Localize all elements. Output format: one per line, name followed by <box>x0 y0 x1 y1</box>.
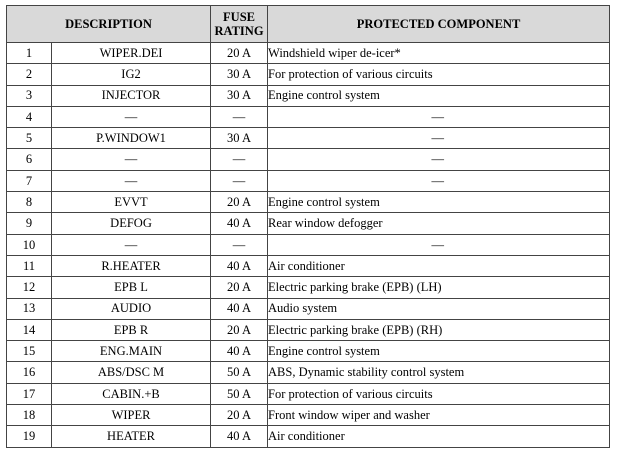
fuse-rating-cell: 40 A <box>211 213 268 234</box>
protected-component-cell: Electric parking brake (EPB) (RH) <box>268 319 610 340</box>
protected-component-cell: Air conditioner <box>268 255 610 276</box>
protected-component-cell: For protection of various circuits <box>268 383 610 404</box>
fuse-number-cell: 2 <box>7 64 52 85</box>
fuse-rating-cell: — <box>211 170 268 191</box>
fuse-number-cell: 1 <box>7 43 52 64</box>
fuse-number-cell: 19 <box>7 426 52 447</box>
table-row <box>7 234 610 255</box>
protected-component-cell: Front window wiper and washer <box>268 405 610 426</box>
protected-component-cell: — <box>268 234 610 255</box>
protected-component-cell: — <box>268 128 610 149</box>
fuse-number-cell: 5 <box>7 128 52 149</box>
fuse-number-cell: 6 <box>7 149 52 170</box>
table-row <box>7 405 610 426</box>
fuse-description-cell: DEFOG <box>52 213 211 234</box>
fuse-rating-cell: 20 A <box>211 43 268 64</box>
header-row <box>7 6 610 43</box>
table-row <box>7 213 610 234</box>
table-row <box>7 170 610 191</box>
fuse-rating-cell: 40 A <box>211 255 268 276</box>
fuse-number-cell: 10 <box>7 234 52 255</box>
protected-component-cell: — <box>268 149 610 170</box>
fuse-rating-cell: 50 A <box>211 383 268 404</box>
fuse-number-cell: 18 <box>7 405 52 426</box>
fuse-number-cell: 4 <box>7 106 52 127</box>
table-row <box>7 255 610 276</box>
fuse-rating-cell: 20 A <box>211 405 268 426</box>
fuse-description-cell: ABS/DSC M <box>52 362 211 383</box>
fuse-rating-cell: 30 A <box>211 64 268 85</box>
fuse-description-cell: — <box>52 170 211 191</box>
header-description: DESCRIPTION <box>7 6 211 43</box>
table-row <box>7 319 610 340</box>
table-row <box>7 106 610 127</box>
table-row <box>7 85 610 106</box>
header-fuse-rating-line2: RATING <box>214 24 264 38</box>
fuse-number-cell: 13 <box>7 298 52 319</box>
fuse-rating-cell: 20 A <box>211 319 268 340</box>
fuse-number-cell: 7 <box>7 170 52 191</box>
protected-component-cell: Engine control system <box>268 85 610 106</box>
fuse-number-cell: 17 <box>7 383 52 404</box>
fuse-description-cell: WIPER <box>52 405 211 426</box>
fuse-description-cell: INJECTOR <box>52 85 211 106</box>
protected-component-cell: Rear window defogger <box>268 213 610 234</box>
table-row <box>7 128 610 149</box>
fuse-number-cell: 14 <box>7 319 52 340</box>
fuse-number-cell: 12 <box>7 277 52 298</box>
fuse-rating-cell: — <box>211 149 268 170</box>
table-row <box>7 277 610 298</box>
fuse-rating-cell: 40 A <box>211 298 268 319</box>
fuse-number-cell: 11 <box>7 255 52 276</box>
table-row <box>7 341 610 362</box>
protected-component-cell: Air conditioner <box>268 426 610 447</box>
table-body <box>7 43 610 448</box>
fuse-description-cell: EVVT <box>52 192 211 213</box>
fuse-description-cell: R.HEATER <box>52 255 211 276</box>
fuse-number-cell: 15 <box>7 341 52 362</box>
fuse-description-cell: IG2 <box>52 64 211 85</box>
table-row <box>7 426 610 447</box>
fuse-number-cell: 3 <box>7 85 52 106</box>
fuse-rating-cell: 20 A <box>211 277 268 298</box>
table-header <box>7 6 610 43</box>
header-protected-component: PROTECTED COMPONENT <box>268 6 610 43</box>
fuse-description-cell: WIPER.DEI <box>52 43 211 64</box>
fuse-description-cell: — <box>52 106 211 127</box>
table-row <box>7 43 610 64</box>
fuse-description-cell: P.WINDOW1 <box>52 128 211 149</box>
fuse-rating-cell: 40 A <box>211 341 268 362</box>
fuse-rating-cell: 40 A <box>211 426 268 447</box>
protected-component-cell: Electric parking brake (EPB) (LH) <box>268 277 610 298</box>
table-row <box>7 149 610 170</box>
fuse-description-cell: — <box>52 234 211 255</box>
protected-component-cell: Windshield wiper de-icer* <box>268 43 610 64</box>
header-fuse-rating-line1: FUSE <box>223 10 255 24</box>
protected-component-cell: — <box>268 106 610 127</box>
fuse-number-cell: 8 <box>7 192 52 213</box>
table-row <box>7 362 610 383</box>
fuse-description-cell: HEATER <box>52 426 211 447</box>
fuse-description-cell: EPB R <box>52 319 211 340</box>
protected-component-cell: — <box>268 170 610 191</box>
fuse-number-cell: 9 <box>7 213 52 234</box>
table-row <box>7 64 610 85</box>
fuse-description-cell: ENG.MAIN <box>52 341 211 362</box>
fuse-rating-cell: — <box>211 106 268 127</box>
fuse-table <box>6 5 610 448</box>
protected-component-cell: Engine control system <box>268 341 610 362</box>
fuse-description-cell: AUDIO <box>52 298 211 319</box>
protected-component-cell: For protection of various circuits <box>268 64 610 85</box>
protected-component-cell: ABS, Dynamic stability control system <box>268 362 610 383</box>
header-fuse-rating <box>211 6 268 43</box>
fuse-number-cell: 16 <box>7 362 52 383</box>
fuse-description-cell: EPB L <box>52 277 211 298</box>
protected-component-cell: Engine control system <box>268 192 610 213</box>
fuse-rating-cell: 50 A <box>211 362 268 383</box>
fuse-rating-cell: 20 A <box>211 192 268 213</box>
fuse-description-cell: — <box>52 149 211 170</box>
fuse-rating-cell: — <box>211 234 268 255</box>
protected-component-cell: Audio system <box>268 298 610 319</box>
fuse-rating-cell: 30 A <box>211 128 268 149</box>
fuse-rating-cell: 30 A <box>211 85 268 106</box>
table-row <box>7 298 610 319</box>
fuse-description-cell: CABIN.+B <box>52 383 211 404</box>
table-row <box>7 192 610 213</box>
table-row <box>7 383 610 404</box>
